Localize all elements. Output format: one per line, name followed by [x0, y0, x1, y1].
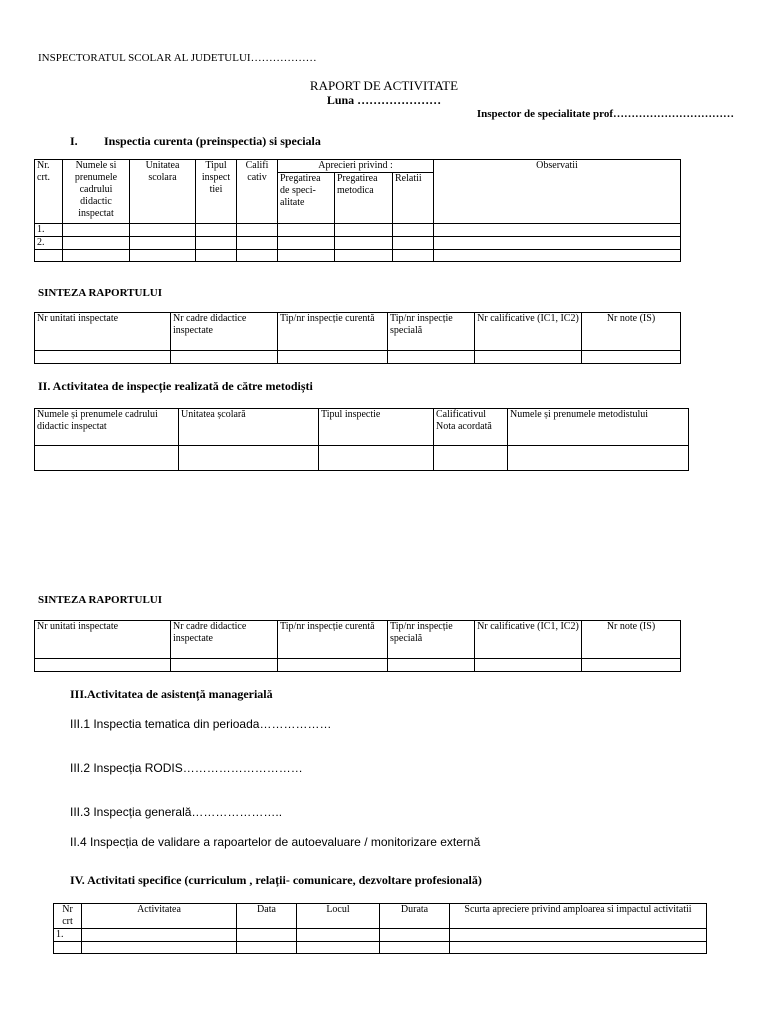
header-methodology: Pregatirea metodica	[335, 173, 393, 224]
header-observations: Observatii	[434, 160, 681, 224]
table-row	[35, 250, 681, 262]
synthesis-header: Nr unitati inspectate	[35, 313, 171, 351]
synthesis-title: SINTEZA RAPORTULUI	[38, 287, 163, 299]
header-specialty: Pregatirea de speci-alitate	[278, 173, 335, 224]
row-number	[54, 942, 82, 954]
row-number: 1.	[35, 224, 63, 237]
synthesis-header: Nr note (IS)	[582, 313, 681, 351]
methodists-table	[34, 408, 689, 471]
row-number: 1.	[54, 929, 82, 942]
section1-title: Inspectia curenta (preinspectia) si speciala	[104, 134, 321, 148]
synthesis-header: Nr cadre didactice inspectate	[171, 313, 278, 351]
header-name: Numele si prenumele cadrului didactic inspectat	[63, 160, 130, 224]
header-appreciations: Aprecieri privind :	[278, 160, 434, 173]
activities-header: Activitatea	[82, 904, 237, 929]
section1-number: I.	[70, 134, 78, 148]
table-row	[54, 929, 707, 942]
synthesis-header: Nr unitati inspectate	[35, 621, 171, 659]
synthesis-header: Nr calificative (IC1, IC2)	[475, 621, 582, 659]
synthesis-header: Nr cadre didactice inspectate	[171, 621, 278, 659]
table-row	[35, 446, 689, 471]
table-row	[35, 237, 681, 250]
section3-item-3: III.3 Inspecția generală…………………..	[70, 805, 283, 819]
table-row	[35, 351, 681, 364]
methodists-header: Numele și prenumele metodistului	[508, 409, 689, 446]
synthesis-header: Nr note (IS)	[582, 621, 681, 659]
synthesis-header: Tip/nr inspecție specială	[388, 621, 475, 659]
header-relations: Relatii	[393, 173, 434, 224]
synthesis-title: SINTEZA RAPORTULUI	[38, 594, 163, 606]
activities-header: Durata	[380, 904, 450, 929]
header-type: Tipul inspect tiei	[196, 160, 237, 224]
methodists-header: Numele și prenumele cadrului didactic inspectat	[35, 409, 179, 446]
activities-header: Locul	[297, 904, 380, 929]
header-calif: Califi cativ	[237, 160, 278, 224]
synthesis-header: Tip/nr inspecție specială	[388, 313, 475, 351]
activities-table	[53, 903, 707, 954]
synthesis-table	[34, 312, 681, 364]
section3-item-2: III.2 Inspecția RODIS…………………………	[70, 761, 303, 775]
synthesis-header: Tip/nr inspecție curentă	[278, 621, 388, 659]
activities-header: Nr crt	[54, 904, 82, 929]
activities-header: Data	[237, 904, 297, 929]
section3-item-4: II.4 Inspecția de validare a rapoartelor de autoevaluare / monitorizare externă	[70, 835, 481, 849]
inspector-line: Inspector de specialitate prof……………………………	[476, 108, 734, 120]
section3-item-1: III.1 Inspectia tematica din perioada………………	[70, 717, 332, 731]
table-row	[35, 224, 681, 237]
synthesis-table	[34, 620, 681, 672]
table-row	[35, 659, 681, 672]
section3-title: III.Activitatea de asistență managerială	[70, 687, 273, 701]
methodists-header: Tipul inspectie	[319, 409, 434, 446]
header-unit: Unitatea scolara	[130, 160, 196, 224]
synthesis-header: Tip/nr inspecție curentă	[278, 313, 388, 351]
month-line: Luna …………………	[326, 93, 442, 107]
row-number: 2.	[35, 237, 63, 250]
activities-header: Scurta apreciere privind amploarea si impactul activitatii	[450, 904, 707, 929]
table-row	[54, 942, 707, 954]
methodists-header: Unitatea școlară	[179, 409, 319, 446]
synthesis-header: Nr calificative (IC1, IC2)	[475, 313, 582, 351]
page-title: RAPORT DE ACTIVITATE	[309, 78, 459, 93]
header-nr: Nr. crt.	[35, 160, 63, 224]
inspection-table	[34, 159, 681, 262]
section2-title: II. Activitatea de inspecție realizată de către metodiști	[38, 379, 313, 393]
section4-title: IV. Activitati specifice (curriculum , relații- comunicare, dezvoltare profesională)	[70, 873, 482, 887]
row-number	[35, 250, 63, 262]
methodists-header: Calificativul Nota acordată	[434, 409, 508, 446]
inspectorate-line: INSPECTORATUL SCOLAR AL JUDETULUI………………	[38, 52, 317, 64]
